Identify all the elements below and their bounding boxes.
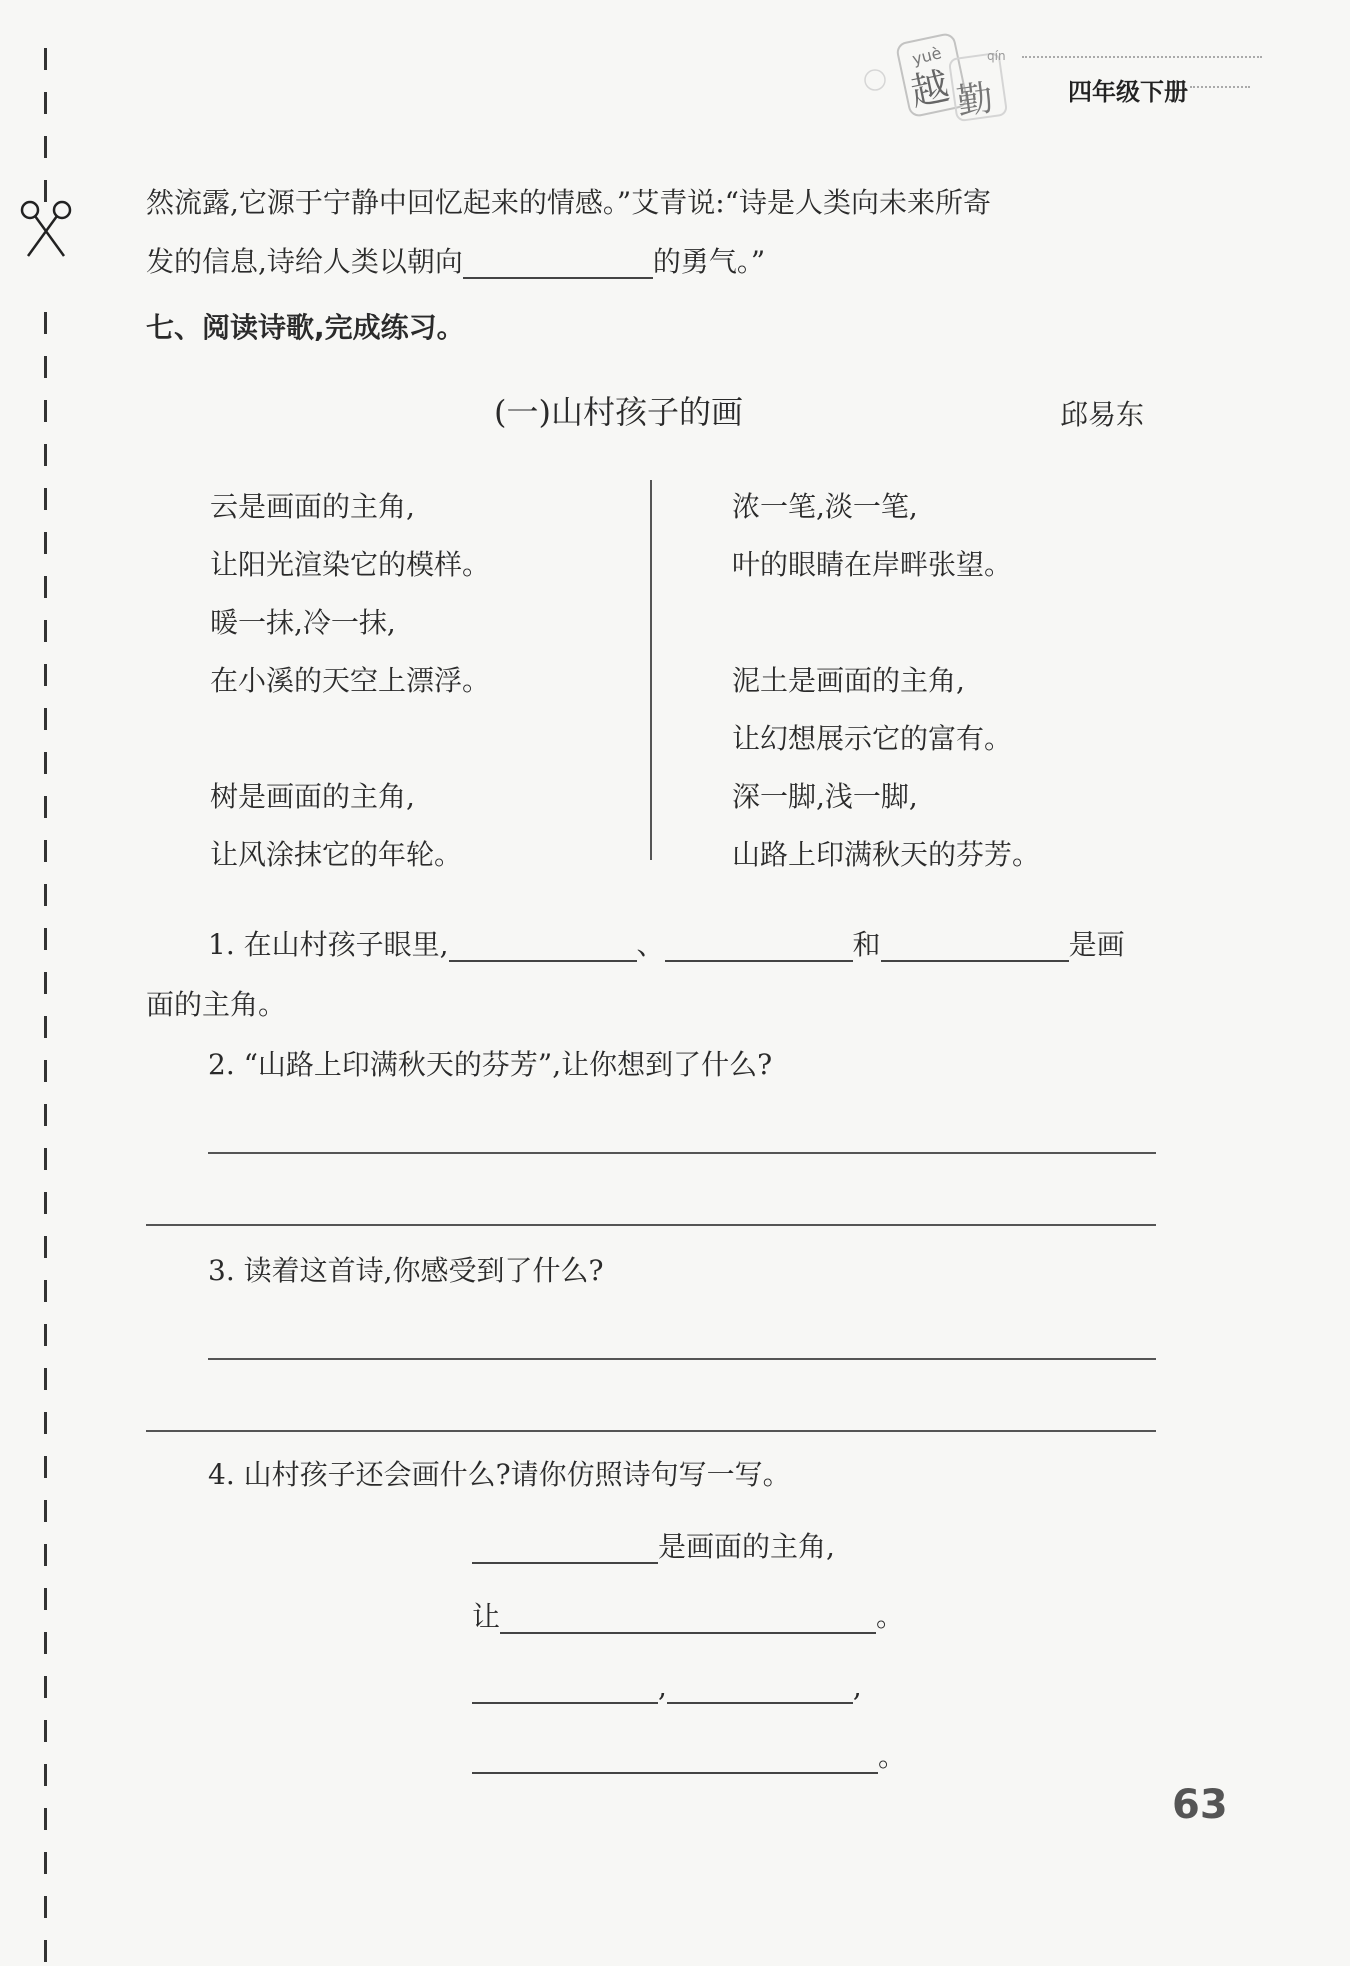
cut-line-dash xyxy=(44,1280,47,1302)
q1-blank-3[interactable] xyxy=(881,932,1069,962)
cut-line-dash xyxy=(44,1500,47,1522)
cut-line-dash xyxy=(44,356,47,378)
q4-line-2-after: 。 xyxy=(876,1600,905,1633)
blank-courage[interactable] xyxy=(463,249,653,279)
intro-line-2-after: 的勇气。” xyxy=(652,245,766,278)
poem-line: 云是画面的主角, xyxy=(210,490,415,523)
cut-line-dash xyxy=(44,620,47,642)
cut-line-dash xyxy=(44,928,47,950)
intro-line-2 xyxy=(146,245,765,279)
header-dotted-rule-short xyxy=(1190,86,1250,88)
q4-line-2 xyxy=(472,1600,904,1634)
q4-line-1-after: 是画面的主角, xyxy=(658,1530,835,1563)
cut-line-dash xyxy=(44,1016,47,1038)
cut-line-dash xyxy=(44,1852,47,1874)
intro-line-1: 然流露,它源于宁静中回忆起来的情感。”艾青说:“诗是人类向未来所寄 xyxy=(146,186,991,219)
cut-line-dash xyxy=(44,488,47,510)
cut-line-dash xyxy=(44,1368,47,1390)
cut-line-dash xyxy=(44,48,47,70)
q2-answer-line-2[interactable] xyxy=(146,1224,1156,1226)
q1-start: 1. 在山村孩子眼里, xyxy=(208,928,449,961)
poem-line: 浓一笔,淡一笔, xyxy=(732,490,918,523)
cut-line-dash xyxy=(44,1192,47,1214)
poem-line: 让风涂抹它的年轮。 xyxy=(210,838,463,871)
cut-line-dash xyxy=(44,1456,47,1478)
q4-blank-phrase-1[interactable] xyxy=(472,1674,658,1704)
school-stamp-logo xyxy=(845,20,1035,130)
page-number: 63 xyxy=(1172,1782,1228,1828)
header-dotted-rule xyxy=(1022,56,1262,58)
poem-line: 在小溪的天空上漂浮。 xyxy=(210,664,491,697)
poet-name: 邱易东 xyxy=(1060,398,1145,431)
q4-blank-subject[interactable] xyxy=(472,1534,658,1564)
poem-line xyxy=(732,594,1040,652)
cut-line-dash xyxy=(44,92,47,114)
cut-line-dash xyxy=(44,576,47,598)
cut-line-dash xyxy=(44,1764,47,1786)
grade-label: 四年级下册 xyxy=(1068,78,1188,106)
question-1 xyxy=(208,928,1125,962)
q1-sep-2: 和 xyxy=(852,928,881,961)
cut-line-dash xyxy=(44,796,47,818)
q3-answer-line-1[interactable] xyxy=(208,1358,1156,1360)
q1-blank-1[interactable] xyxy=(449,932,637,962)
q1-end: 是画 xyxy=(1068,928,1125,961)
cut-line-dash xyxy=(44,1808,47,1830)
cut-line-dash xyxy=(44,1544,47,1566)
q4-blank-final[interactable] xyxy=(472,1744,878,1774)
cut-line-dash xyxy=(44,1104,47,1126)
poem-line: 让阳光渲染它的模样。 xyxy=(210,548,491,581)
q1-line-2: 面的主角。 xyxy=(146,988,287,1021)
poem-line: 树是画面的主角, xyxy=(210,780,415,813)
svg-text:越: 越 xyxy=(906,63,953,115)
cut-line-dash xyxy=(44,444,47,466)
poem-right-column xyxy=(732,478,1040,884)
question-2: 2. “山路上印满秋天的芬芳”,让你想到了什么? xyxy=(208,1048,773,1081)
q2-answer-line-1[interactable] xyxy=(208,1152,1156,1154)
cut-line-dash xyxy=(44,972,47,994)
q4-line-4 xyxy=(472,1740,906,1774)
cut-line-dash xyxy=(44,532,47,554)
poem-line: 暖一抹,冷一抹, xyxy=(210,606,396,639)
cut-line-dash xyxy=(44,1588,47,1610)
q4-blank-let[interactable] xyxy=(500,1604,876,1634)
svg-text:yuè: yuè xyxy=(910,43,944,69)
poem-line: 山路上印满秋天的芬芳。 xyxy=(732,838,1041,871)
q4-line-1 xyxy=(472,1530,835,1564)
cut-line-dash xyxy=(44,1324,47,1346)
cut-line-dash xyxy=(44,708,47,730)
stamp-graphic-icon xyxy=(845,20,1035,130)
cut-line-dash xyxy=(44,312,47,334)
cut-line-dash xyxy=(44,400,47,422)
q4-line-3-sep-2: , xyxy=(852,1670,862,1703)
cut-line-dash xyxy=(44,1412,47,1434)
cut-line-dash xyxy=(44,136,47,158)
cut-line-dash xyxy=(44,1060,47,1082)
cut-line-dash xyxy=(44,1896,47,1918)
q4-line-2-before: 让 xyxy=(472,1600,501,1633)
cut-line-dash xyxy=(44,840,47,862)
q4-blank-phrase-2[interactable] xyxy=(667,1674,853,1704)
poem-line: 让幻想展示它的富有。 xyxy=(732,722,1013,755)
cut-line-dash xyxy=(44,1676,47,1698)
cut-line-dash xyxy=(44,1148,47,1170)
poem-line: 深一脚,浅一脚, xyxy=(732,780,918,813)
q4-line-4-after: 。 xyxy=(878,1740,907,1773)
poem-title: (一)山村孩子的画 xyxy=(494,393,743,431)
q1-blank-2[interactable] xyxy=(665,932,853,962)
q4-line-3 xyxy=(472,1670,862,1704)
poem-line xyxy=(210,710,490,768)
poem-left-column xyxy=(210,478,490,884)
section-heading: 七、阅读诗歌,完成练习。 xyxy=(146,311,465,344)
scissors-icon xyxy=(18,198,74,262)
poem-divider xyxy=(650,480,652,860)
cut-line-dash xyxy=(44,884,47,906)
q1-sep-1: 、 xyxy=(636,928,665,961)
svg-text:勤: 勤 xyxy=(954,77,996,124)
poem-line: 叶的眼睛在岸畔张望。 xyxy=(732,548,1013,581)
cut-line-dash xyxy=(44,1632,47,1654)
question-4: 4. 山村孩子还会画什么?请你仿照诗句写一写。 xyxy=(208,1458,791,1491)
poem-line: 泥土是画面的主角, xyxy=(732,664,965,697)
cut-line-dash xyxy=(44,1720,47,1742)
cut-line-dash xyxy=(44,664,47,686)
q4-line-3-sep-1: , xyxy=(658,1670,667,1703)
cut-line-dash xyxy=(44,752,47,774)
cut-line-dash xyxy=(44,1940,47,1962)
q3-answer-line-2[interactable] xyxy=(146,1430,1156,1432)
svg-text:qín: qín xyxy=(987,49,1006,63)
cut-line-dash xyxy=(44,1236,47,1258)
question-3: 3. 读着这首诗,你感受到了什么? xyxy=(208,1254,604,1287)
intro-line-2-before: 发的信息,诗给人类以朝向 xyxy=(146,245,463,278)
